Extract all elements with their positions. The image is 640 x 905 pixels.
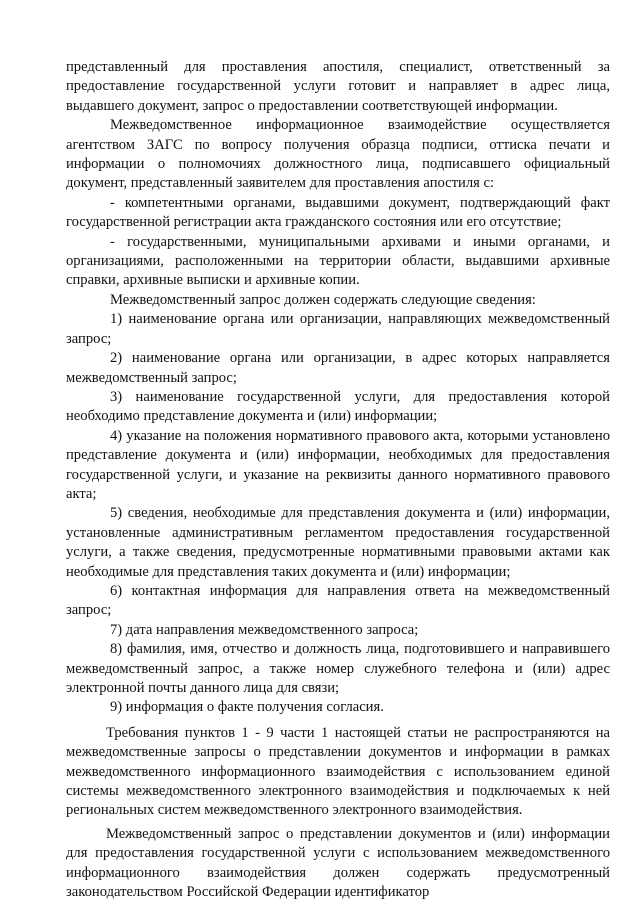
paragraph-requirements-exception: Требования пунктов 1 - 9 части 1 настоящей статьи не распространяются на межведомственные запросы о представлении документов и информации в рамках межведомственного информационного взаимодействия с использованием единой системы межведомственного электронного взаимодействия и подключаемых к ней региональных систем межведомственного электронного взаимодействия. — [66, 724, 610, 819]
list-item-4: 4) указание на положения нормативного правового акта, которыми установлено представление документа и (или) информации, необходимых для предоставления государственной услуги, и указание на реквизиты данного нормативного правового акта; — [66, 427, 610, 502]
paragraph-request-contents-intro: Межведомственный запрос должен содержать следующие сведения: — [110, 291, 536, 308]
list-item-competent-bodies: - компетентными органами, выдавшими документ, подтверждающий факт государственной регистрации акта гражданского состояния или его отсутствие; — [66, 194, 610, 231]
list-item-9: 9) информация о факте получения согласия. — [110, 699, 384, 716]
list-item-2: 2) наименование органа или организации, в адрес которых направляется межведомственный запрос; — [66, 350, 610, 386]
paragraph-apostille-request: представленный для проставления апостиля, специалист, ответственный за предоставление государственной услуги готовит и направляет в адрес лица, выдавшего документ, запрос о предоставлении соответствующей информации. — [66, 59, 610, 114]
list-item-3: 3) наименование государственной услуги, для предоставления которой необходимо представление документа и (или) информации; — [66, 388, 610, 425]
list-item-5: 5) сведения, необходимые для представления документа и (или) информации, установленные административным регламентом предоставления государственной услуги, а также сведения, предусмотренные нормативными правовыми актами как необходимые для представления таких документа и (или) информации; — [66, 505, 610, 580]
list-item-8: 8) фамилия, имя, отчество и должность лица, подготовившего и направившего межведомственный запрос, а также номер служебного телефона и (или) адрес электронной почты данного лица для связи; — [66, 641, 610, 696]
list-item-1: 1) наименование органа или организации, направляющих межведомственный запрос; — [66, 311, 610, 347]
list-item-archives: - государственными, муниципальными архивами и иными органами, и организациями, расположенными на территории области, выдавшими архивные справки, архивные выписки и архивные копии. — [66, 233, 610, 289]
list-item-7: 7) дата направления межведомственного запроса; — [110, 621, 419, 638]
paragraph-interagency-interaction: Межведомственное информационное взаимодействие осуществляется агентством ЗАГС по вопросу получения образца подписи, оттиска печати и информации о полномочиях должностного лица, подписавшего официальный документ, представленный заявителем для проставления апостиля с: — [66, 117, 610, 192]
paragraph-request-identifier: Межведомственный запрос о представлении документов и (или) информации для предоставления государственной услуги с использованием межведомственного информационного взаимодействия должен содержать предусмотренный законодательством Российской Федерации идентификатор — [66, 825, 610, 901]
list-item-6: 6) контактная информация для направления ответа на межведомственный запрос; — [66, 582, 610, 619]
